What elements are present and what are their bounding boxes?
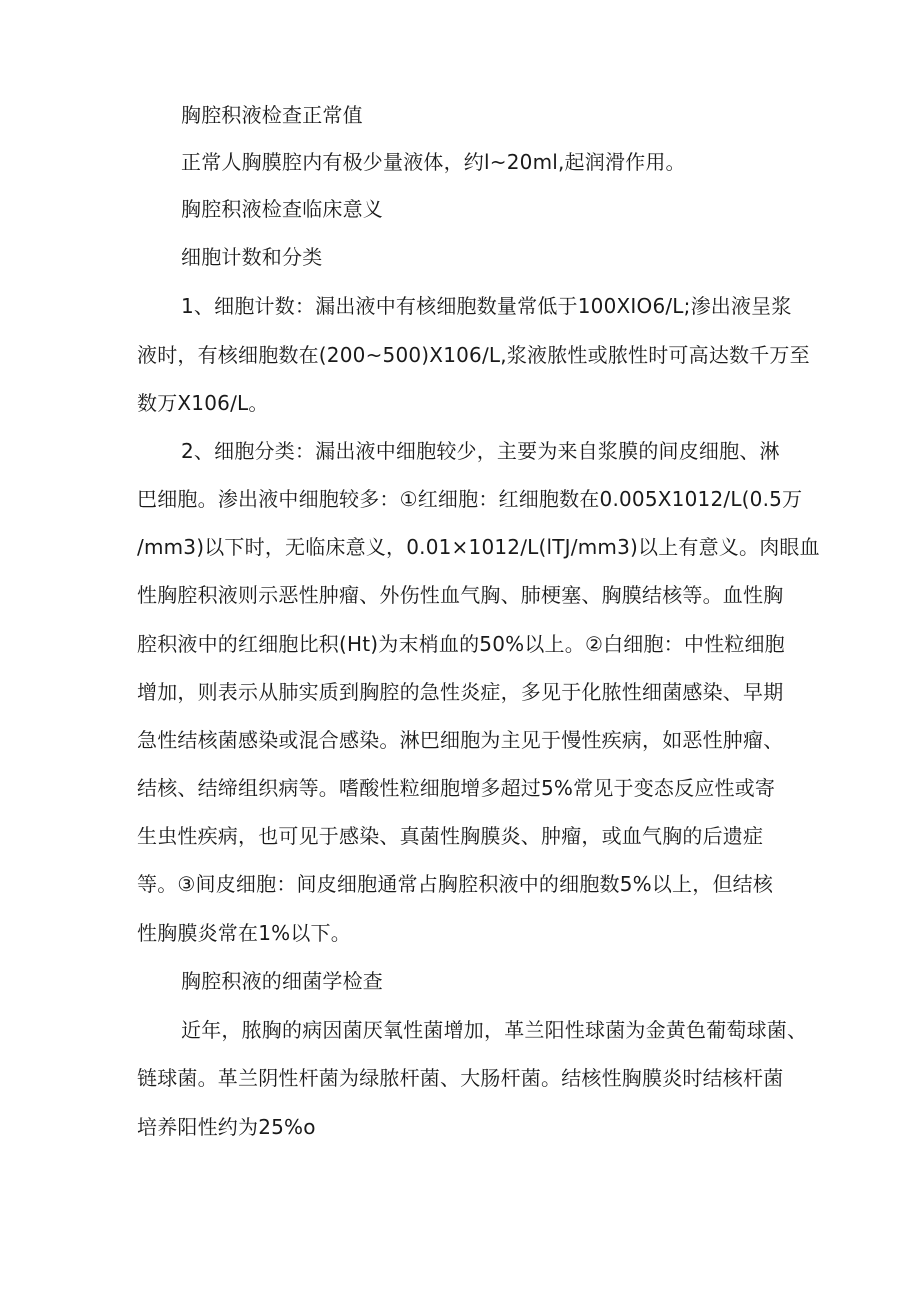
- paragraph-line: 生虫性疾病，也可见于感染、真菌性胸膜炎、肿瘤，或血气胸的后遗症: [137, 824, 764, 848]
- paragraph-line: 正常人胸膜腔内有极少量液体，约l~20ml,起润滑作用。: [181, 150, 686, 174]
- paragraph-line: 数万X106∕L。: [137, 391, 269, 415]
- paragraph-line: /mm3)以下时，无临床意义，0.01×1012∕L(lTJ/mm3)以上有意义。肉眼血: [137, 535, 820, 559]
- paragraph-line: 1、细胞计数：漏出液中有核细胞数量常低于100XIO6/L;渗出液呈浆: [181, 294, 792, 318]
- paragraph-line: 性胸腔积液则示恶性肿瘤、外伤性血气胸、肺梗塞、胸膜结核等。血性胸: [137, 583, 784, 607]
- paragraph-line: 链球菌。革兰阴性杆菌为绿脓杆菌、大肠杆菌。结核性胸膜炎时结核杆菌: [137, 1066, 784, 1090]
- paragraph-line: 结核、结缔组织病等。嗜酸性粒细胞增多超过5%常见于变态反应性或寄: [137, 776, 776, 800]
- paragraph-line: 增加，则表示从肺实质到胸腔的急性炎症，多见于化脓性细菌感染、早期: [137, 680, 784, 704]
- paragraph-line: 急性结核菌感染或混合感染。淋巴细胞为主见于慢性疾病，如恶性肿瘤、: [137, 728, 784, 752]
- paragraph-line: 液时，有核细胞数在(200~500)X106∕L,浆液脓性或脓性时可高达数千万至: [137, 343, 810, 367]
- paragraph-line: 巴细胞。渗出液中细胞较多：①红细胞：红细胞数在0.005X1012/L(0.5万: [137, 487, 803, 511]
- paragraph-line: 腔积液中的红细胞比积(Ht)为末梢血的50%以上。②白细胞：中性粒细胞: [137, 632, 785, 656]
- heading-cell-count: 细胞计数和分类: [181, 245, 323, 269]
- heading-clinical-significance: 胸腔积液检查临床意义: [181, 197, 383, 221]
- paragraph-line: 2、细胞分类：漏出液中细胞较少，主要为来自浆膜的间皮细胞、淋: [181, 439, 780, 463]
- paragraph-line: 性胸膜炎常在1%以下。: [137, 921, 351, 945]
- paragraph-line: 培养阳性约为25%o: [137, 1115, 316, 1139]
- heading-bacteriology: 胸腔积液的细菌学检查: [181, 969, 383, 993]
- paragraph-line: 近年，脓胸的病因菌厌氧性菌增加，革兰阳性球菌为金黄色葡萄球菌、: [181, 1018, 808, 1042]
- heading-normal-value: 胸腔积液检查正常值: [181, 103, 363, 127]
- paragraph-line: 等。③间皮细胞：间皮细胞通常占胸腔积液中的细胞数5%以上，但结核: [137, 872, 774, 896]
